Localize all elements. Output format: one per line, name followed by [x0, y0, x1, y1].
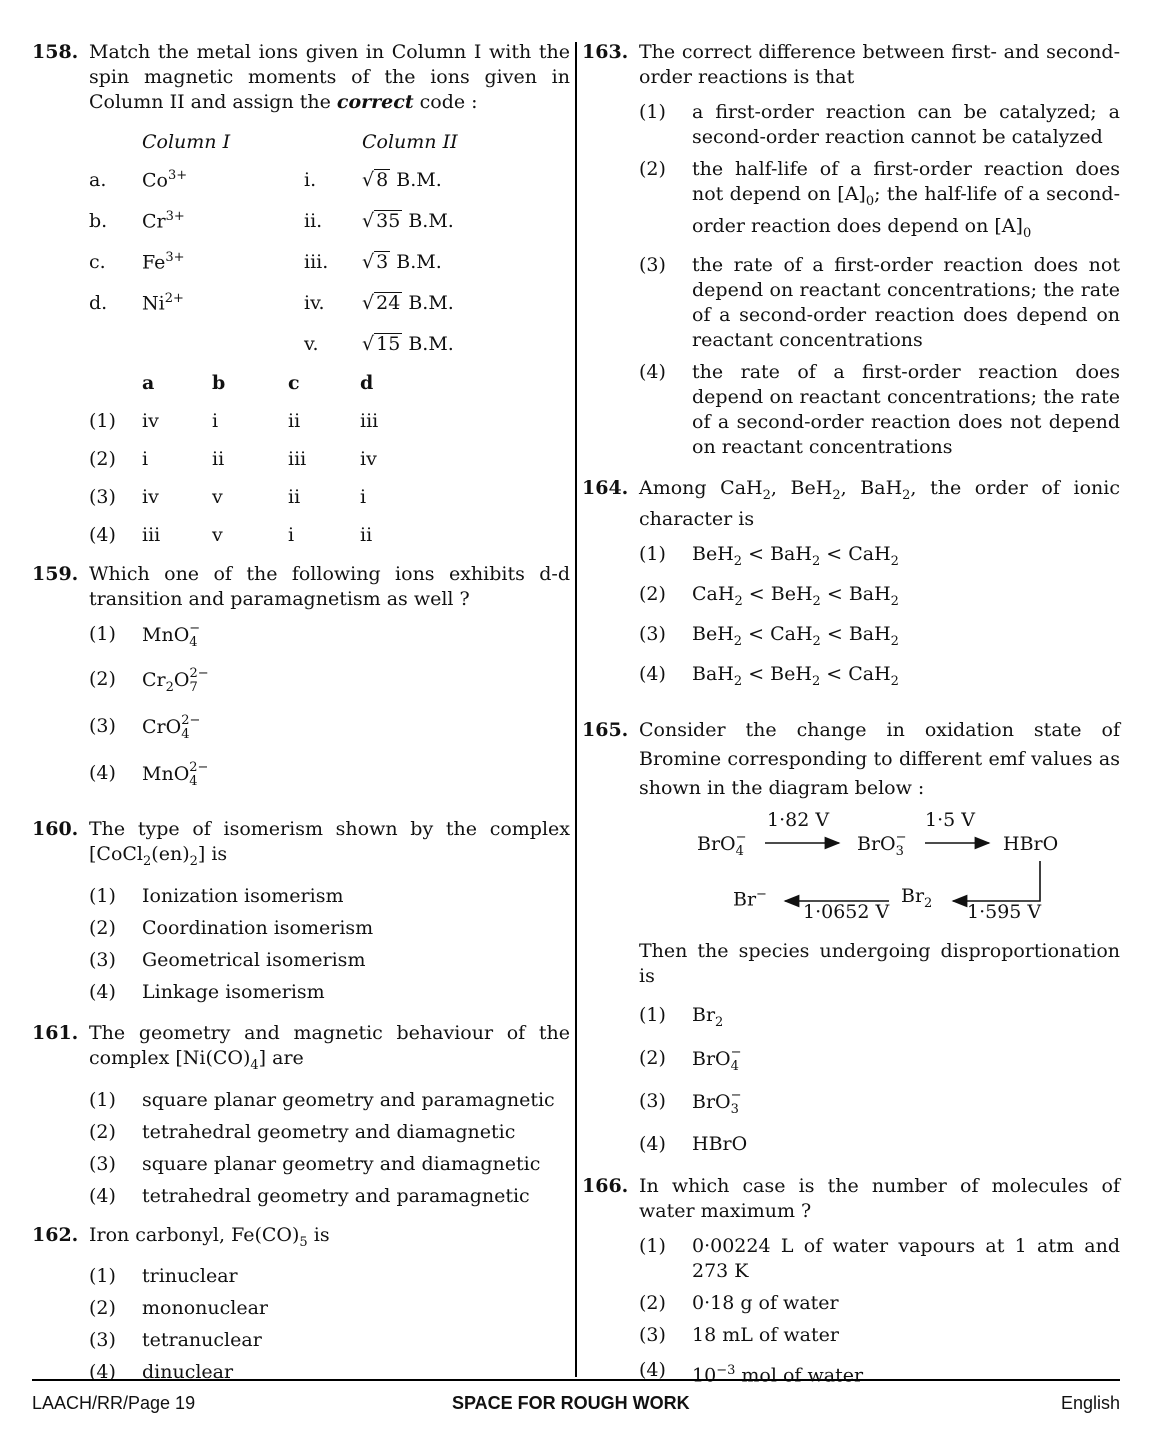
answer-code-option[interactable]: (2) i ii iii iv: [89, 448, 377, 470]
option[interactable]: (4) BaH$_2$ < BeH$_2$ < CaH$_2$: [639, 662, 899, 689]
sqrt-value: √ 8: [362, 168, 389, 191]
right-column: [582, 40, 1120, 1388]
option[interactable]: (3) square planar geometry and diamagnetic: [89, 1152, 541, 1175]
language-label: English: [1060, 1393, 1120, 1413]
question-text: Consider the change in oxidation state of Bromine corresponding to different emf values as shown in the diagram below :: [639, 718, 1120, 799]
option[interactable]: (3) BeH$_2$ < CaH$_2$ < BaH$_2$: [639, 622, 899, 649]
match-row: b. $Cr^{3+}$ ii. √ 35 B.M.: [89, 208, 454, 233]
question-number: 163.: [582, 41, 629, 63]
question-158: [32, 40, 570, 115]
bro4-species: BrO − 4: [697, 829, 747, 859]
answer-code-option[interactable]: (1) iv i ii iii: [89, 410, 379, 432]
question-number: 165.: [582, 718, 629, 741]
match-table: [89, 125, 570, 554]
question-number: 159.: [32, 563, 79, 585]
match-row: v. √ 15 B.M.: [304, 332, 454, 355]
code-header: a b c d: [142, 372, 374, 394]
sqrt-value: √ 24: [362, 291, 401, 314]
left-column: [32, 40, 570, 1385]
option[interactable]: (2) tetrahedral geometry and diamagnetic: [89, 1120, 516, 1143]
option[interactable]: (4) dinuclear: [89, 1361, 234, 1384]
option[interactable]: (4) the rate of a first-order reaction does depend on reactant concentrations; the rate of a second-order reaction does not depend on reactant concentrations: [639, 360, 1120, 458]
sqrt-value: √ 3: [362, 250, 389, 273]
column-divider: [575, 42, 577, 1377]
question-number: 166.: [582, 1174, 629, 1197]
question-160: [32, 817, 570, 874]
emf-diagram: [639, 808, 1120, 923]
emf-label: 1·5 V: [925, 808, 975, 831]
question-165: [582, 716, 1120, 803]
br2-species: $Br_2$: [901, 884, 933, 911]
match-row: a. $Co^{3+}$ i. √ 8 B.M.: [89, 167, 442, 192]
question-166: [582, 1174, 1120, 1224]
option[interactable]: (3) Geometrical isomerism: [89, 948, 366, 971]
option[interactable]: (4) HBrO: [639, 1132, 748, 1155]
option[interactable]: (1) trinuclear: [89, 1265, 238, 1288]
column-ii-header: Column II: [362, 131, 458, 153]
emf-label: 1·595 V: [967, 900, 1042, 923]
question-165-continued: [582, 939, 1120, 989]
question-number: 160.: [32, 818, 79, 840]
option[interactable]: (2) the half-life of a first-order reaction does not depend on $[A]_0$; the half-life of a second-order reaction does depend on $[A]_0$: [639, 158, 1120, 241]
option[interactable]: (1) MnO − 4: [89, 621, 201, 650]
match-row: c. $Fe^{3+}$ iii. √ 3 B.M.: [89, 249, 442, 274]
question-162: [32, 1223, 570, 1255]
emf-label: 1·0652 V: [803, 900, 890, 923]
option[interactable]: (2) BrO − 4: [639, 1044, 742, 1074]
option[interactable]: (4) $10^{-3}$ mol of water: [639, 1358, 864, 1386]
option[interactable]: (1) square planar geometry and paramagnetic: [89, 1088, 555, 1111]
arrow: [953, 861, 1040, 901]
question-161: [32, 1021, 570, 1078]
match-header: [89, 125, 570, 159]
option[interactable]: (1) 0·00224 L of water vapours at 1 atm and 273 K: [639, 1234, 1120, 1282]
page-footer: [32, 1379, 1120, 1413]
option[interactable]: (1) a first-order reaction can be catalyzed; a second-order reaction cannot be catalyzed: [639, 101, 1120, 148]
answer-code-option[interactable]: (3) iv v ii i: [89, 486, 367, 508]
option[interactable]: (2) mononuclear: [89, 1297, 268, 1320]
option[interactable]: (4) tetrahedral geometry and paramagnetic: [89, 1184, 530, 1207]
question-text: Then the species undergoing disproportionation is: [639, 939, 1120, 987]
question-text: Iron carbonyl, $Fe(CO)_5$ is: [89, 1223, 330, 1250]
emf-label: 1·82 V: [767, 808, 830, 831]
option[interactable]: (2) 0·18 g of water: [639, 1291, 839, 1314]
rough-work-label: SPACE FOR ROUGH WORK: [452, 1393, 690, 1413]
question-164: [582, 476, 1120, 533]
option[interactable]: (1) BeH$_2$ < BaH$_2$ < CaH$_2$: [639, 543, 899, 570]
question-163: [582, 40, 1120, 90]
question-text: In which case is the number of molecules of water maximum ?: [639, 1174, 1120, 1222]
question-text: Match the metal ions given in Column I with the spin magnetic moments of the ions given in Column II and assign the correct code :: [89, 41, 570, 113]
question-text: The type of isomerism shown by the complex $[CoCl_2(en)_2]$ is: [89, 818, 570, 869]
question-number: 162.: [32, 1223, 79, 1246]
column-i-header: Column I: [142, 131, 231, 153]
option[interactable]: (3) the rate of a first-order reaction does not depend on reactant concentrations; the rate of a second-order reaction does depend on reactant concentrations: [639, 253, 1120, 351]
option[interactable]: (1) $Br_2$: [639, 1003, 724, 1030]
option[interactable]: (3) BrO − 3: [639, 1087, 742, 1117]
option[interactable]: (2) CaH$_2$ < BeH$_2$ < BaH$_2$: [639, 583, 899, 609]
sqrt-value: √ 35: [362, 209, 401, 232]
bro3-species: BrO − 3: [857, 829, 907, 859]
question-159: [32, 562, 570, 612]
bromide-species: Br−: [733, 886, 767, 910]
question-text: Among CaH$_2$, BeH$_2$, BaH$_2$, the order of ionic character is: [639, 476, 1120, 531]
option[interactable]: (3) CrO 2− 4: [89, 713, 201, 742]
sqrt-value: √ 15: [362, 332, 401, 355]
question-number: 164.: [582, 476, 629, 499]
option[interactable]: (4) Linkage isomerism: [89, 980, 325, 1003]
option[interactable]: (2) $Cr_2O$ 2− 7: [89, 666, 209, 695]
page-id: LAACH/RR/Page 19: [32, 1393, 196, 1413]
question-text: Which one of the following ions exhibits d-d transition and paramagnetism as well ?: [89, 563, 570, 610]
question-text: The correct difference between first- and second-order reactions is that: [639, 41, 1120, 88]
option[interactable]: (2) Coordination isomerism: [89, 916, 374, 939]
option[interactable]: (1) Ionization isomerism: [89, 884, 344, 907]
question-text: The geometry and magnetic behaviour of the complex $[Ni(CO)_4]$ are: [89, 1021, 570, 1073]
match-row: d. $Ni^{2+}$ iv. √ 24 B.M.: [89, 290, 454, 315]
answer-code-option[interactable]: (4) iii v i ii: [89, 524, 373, 546]
question-number: 161.: [32, 1021, 79, 1044]
option[interactable]: (4) MnO 2− 4: [89, 760, 209, 789]
question-number: 158.: [32, 41, 79, 63]
diagram-arrows: [639, 813, 1120, 923]
hbro-species: HBrO: [1003, 832, 1059, 855]
option[interactable]: (3) tetranuclear: [89, 1329, 262, 1352]
option[interactable]: (3) 18 mL of water: [639, 1323, 839, 1346]
